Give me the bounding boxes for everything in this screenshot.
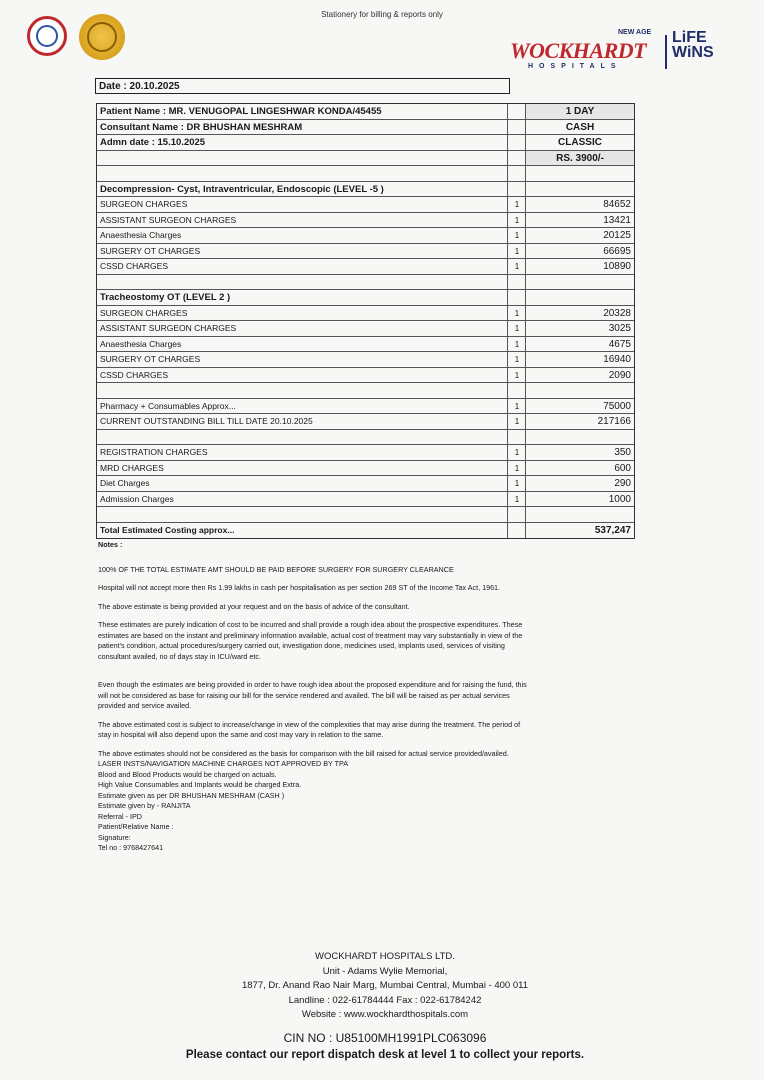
brand-sub: HOSPITALS [528, 63, 622, 70]
gold-seal-icon [79, 14, 125, 60]
note-text: Signature: [98, 832, 131, 842]
note-text: The above estimate is being provided at your request and on the basis of advice of the consultant. [98, 601, 410, 611]
table-row: ASSISTANT SURGEON CHARGES 1 3025 [97, 321, 634, 337]
total-label: Total Estimated Costing approx... [100, 524, 235, 535]
table-row: Pharmacy + Consumables Approx... 1 75000 [97, 399, 634, 415]
slogan-line2: WiNS [672, 44, 714, 61]
note-text: Estimate given as per DR BHUSHAN MESHRAM (CASH ) [98, 790, 285, 800]
blank-row [97, 430, 634, 446]
blank-row [97, 383, 634, 399]
table-row: SURGEON CHARGES 1 84652 [97, 197, 634, 213]
note-text: The above estimates should not be considered as the basis for comparison with the bill raised for actual service provided/availed. [98, 748, 509, 758]
table-row: CURRENT OUTSTANDING BILL TILL DATE 20.10.2025 1 217166 [97, 414, 634, 430]
table-row: CSSD CHARGES 1 10890 [97, 259, 634, 275]
estimate-table [96, 103, 635, 539]
table-row: Diet Charges 1 290 [97, 476, 634, 492]
total-amount: 537,247 [525, 523, 634, 539]
section2-title: Tracheostomy OT (LEVEL 2 ) [100, 292, 231, 303]
note-text: Referral - IPD [98, 811, 142, 821]
footer [150, 950, 620, 1063]
table-row: Anaesthesia Charges 1 4675 [97, 337, 634, 353]
total-row [97, 523, 634, 539]
note-text: Estimate given by - RANJITA [98, 801, 191, 810]
note-text: High Value Consumables and Implants would be charged Extra. [98, 780, 302, 789]
brand-name: WOCKHARDT [510, 38, 647, 63]
note-text: Patient/Relative Name : [98, 822, 174, 831]
brand-tag: NEW AGE [618, 29, 652, 36]
footer-address: 1877, Dr. Anand Rao Nair Marg, Mumbai Central, Mumbai - 400 011 [241, 980, 529, 991]
date-box: Date : 20.10.2025 [95, 78, 510, 94]
accreditation-seal-icon [27, 16, 67, 56]
note-text: Blood and Blood Products would be charged on actuals. [98, 769, 277, 779]
blank-row [97, 275, 634, 291]
admission-row [97, 135, 634, 151]
patient-name: Patient Name : MR. VENUGOPAL LINGESHWAR KONDA/45455 [100, 106, 382, 117]
note-text: Even though the estimates are being provided in order to have rough idea about the proposed expenditure and for raising the fund, this will not be considered as base for raising our bill for the service rendered and availed. The bill will be raised as per actual services provided and service availed. [98, 680, 527, 710]
section1-title: Decompression- Cyst, Intraventricular, Endoscopic (LEVEL -5 ) [100, 183, 384, 195]
patient-row [97, 104, 634, 120]
footer-website: Website : www.wockhardthospitals.com [301, 1009, 469, 1020]
stationery-note: Stationery for billing & reports only [321, 10, 443, 19]
note-text: 100% OF THE TOTAL ESTIMATE AMT SHOULD BE PAID BEFORE SURGERY FOR SURGERY CLEARANCE [98, 564, 454, 574]
note-text: These estimates are purely indication of cost to be incurred and shall provide a rough idea about the prospective expenditures. These estimates are based on the instant and preliminary information available, actual cost of treatment may vary substantially in view of the patient's condition, actual procedures/surgery carried out, investigation done, medicines used, implants used, services of visiting consultant availed, no of days stay in ICU/ward etc. [98, 620, 523, 661]
room-class: CLASSIC [525, 135, 634, 150]
table-row: MRD CHARGES 1 600 [97, 461, 634, 477]
note-text: Hospital will not accept more then Rs 1.99 lakhs in cash per hospitalisation as per section 269 ST of the Income Tax Act, 1961. [98, 583, 501, 592]
slogan-line1: LiFE [672, 29, 707, 46]
note-text: The above estimated cost is subject to increase/change in view of the complexities that may arise during the treatment. The period of stay in hospital will also depend upon the same and cost may vary in relation to the same. [98, 719, 521, 739]
consultant-row [97, 120, 634, 136]
table-row: SURGERY OT CHARGES 1 16940 [97, 352, 634, 368]
section-title [97, 290, 634, 306]
footer-phone: Landline : 022-61784444 Fax : 022-61784242 [288, 994, 482, 1006]
section-title [97, 182, 634, 198]
slogan [672, 30, 714, 60]
rate-row [97, 151, 634, 167]
notes-section [98, 540, 528, 854]
consultant-name: Consultant Name : DR BHUSHAN MESHRAM [100, 121, 303, 133]
table-row: REGISTRATION CHARGES 1 350 [97, 445, 634, 461]
notes-label: Notes : [98, 540, 123, 549]
logo-divider [665, 35, 667, 69]
note-text: Tel no : 9768427641 [98, 843, 164, 852]
blank-row [97, 166, 634, 182]
table-row: ASSISTANT SURGEON CHARGES 1 13421 [97, 213, 634, 229]
table-row: Admission Charges 1 1000 [97, 492, 634, 508]
footer-dispatch: Please contact our report dispatch desk at level 1 to collect your reports. [185, 1049, 585, 1061]
table-row: CSSD CHARGES 1 2090 [97, 368, 634, 384]
footer-company: WOCKHARDT HOSPITALS LTD. [315, 951, 455, 962]
footer-cin: CIN NO : U85100MH1991PLC063096 [283, 1030, 487, 1045]
room-rate: RS. 3900/- [525, 151, 634, 166]
stay-duration: 1 DAY [525, 104, 634, 119]
footer-unit: Unit - Adams Wylie Memorial, [322, 965, 448, 977]
table-row: Anaesthesia Charges 1 20125 [97, 228, 634, 244]
table-row: SURGEON CHARGES 1 20328 [97, 306, 634, 322]
admission-date: Admn date : 15.10.2025 [100, 137, 206, 148]
payment-mode: CASH [525, 120, 634, 135]
note-text: LASER INSTS/NAVIGATION MACHINE CHARGES NOT APPROVED BY TPA [98, 759, 349, 768]
blank-row [97, 507, 634, 523]
table-row: SURGERY OT CHARGES 1 66695 [97, 244, 634, 260]
